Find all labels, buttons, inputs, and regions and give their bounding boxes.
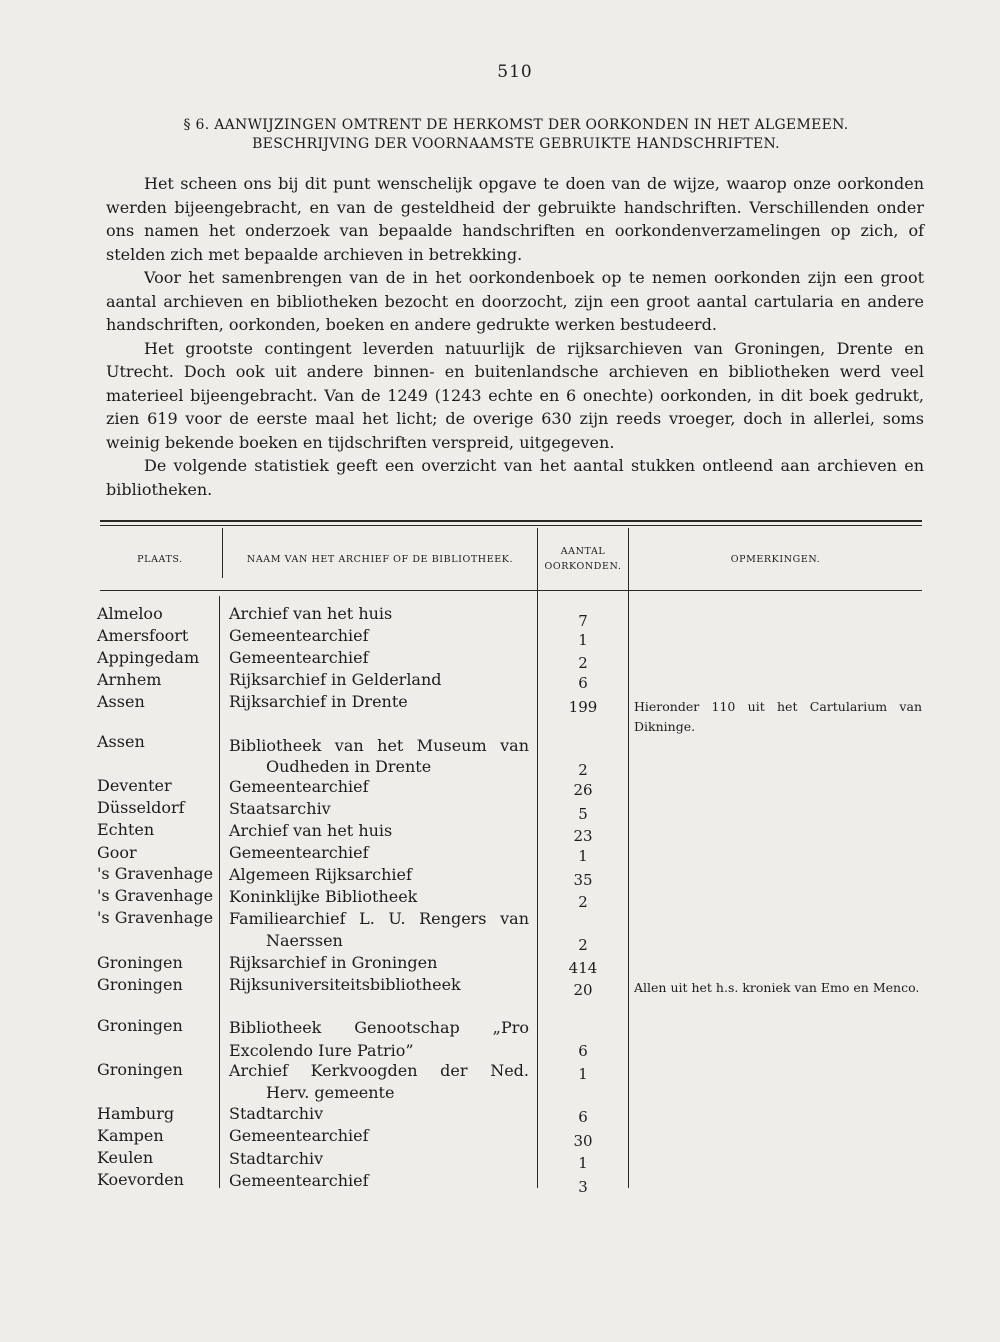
cell-place: Groningen: [97, 953, 183, 972]
column-divider: [219, 596, 220, 1188]
table-top-rule: [100, 520, 922, 522]
cell-name: Rijksarchief in Gelderland: [229, 670, 442, 689]
header-count-line-1: AANTAL: [560, 546, 606, 557]
cell-place: Arnhem: [97, 670, 162, 689]
cell-place: Appingedam: [97, 648, 200, 667]
intro-text: [106, 172, 924, 501]
cell-place: 's Gravenhage: [97, 864, 214, 883]
cell-name-continued: Naerssen: [266, 931, 343, 950]
table-header-rule: [100, 590, 922, 591]
cell-name: Koninklijke Bibliotheek: [229, 887, 418, 906]
table-top-rule-thin: [100, 525, 922, 526]
cell-count: 35: [573, 871, 593, 889]
page-number: 510: [497, 62, 533, 82]
cell-place: Keulen: [97, 1148, 154, 1167]
cell-remark: Hieronder 110 uit het Cartularium van Dikninge.: [634, 699, 922, 734]
cell-name: Gemeentearchief: [229, 843, 369, 862]
cell-place: Goor: [97, 843, 137, 862]
cell-place: Deventer: [97, 776, 172, 795]
cell-name: Gemeentearchief: [229, 1171, 369, 1190]
cell-name: Stadtarchiv: [229, 1104, 324, 1123]
cell-count: 1: [578, 847, 588, 865]
cell-count: 7: [578, 612, 588, 630]
cell-count: 20: [573, 981, 593, 999]
cell-count: 2: [578, 936, 588, 954]
cell-count: 5: [578, 805, 588, 823]
cell-place: Koevorden: [97, 1170, 184, 1189]
cell-name: Gemeentearchief: [229, 626, 369, 645]
cell-name: Gemeentearchief: [229, 648, 369, 667]
paragraph: De volgende statistiek geeft een overzicht van het aantal stukken ontleend aan archieven en bibliotheken.: [106, 456, 924, 499]
cell-name: Bibliotheek van het Museum van: [229, 736, 529, 755]
paragraph: Het scheen ons bij dit punt wenschelijk opgave te doen van de wijze, waarop onze oorkonden werden bijeengebracht, en van de gesteldheid der gebruikte handschriften. Verschillenden onder ons namen het onderzoek van bepaalde handschriften en oorkondenverzamelingen op zich, of stelden zich met bepaalde archieven in betrekking.: [106, 174, 924, 264]
cell-count: 1: [578, 631, 588, 649]
cell-place: Kampen: [97, 1126, 164, 1145]
cell-place: Hamburg: [97, 1104, 175, 1123]
column-divider: [537, 528, 538, 1188]
column-divider: [222, 528, 223, 578]
cell-place: Amersfoort: [97, 626, 189, 645]
cell-place: Groningen: [97, 1060, 183, 1079]
cell-name: Rijksuniversiteitsbibliotheek: [229, 975, 461, 994]
cell-name: Archief van het huis: [229, 604, 393, 623]
cell-count: 26: [573, 781, 593, 799]
cell-name: Staatsarchiv: [229, 799, 331, 818]
cell-count: 1: [578, 1154, 588, 1172]
cell-count: 199: [568, 698, 598, 716]
cell-remark: Allen uit het h.s. kroniek van Emo en Menco.: [634, 980, 920, 995]
cell-place: Echten: [97, 820, 155, 839]
cell-name: Rijksarchief in Drente: [229, 692, 408, 711]
paragraph: Het grootste contingent leverden natuurlijk de rijksarchieven van Groningen, Drente en Utrecht. Doch ook uit andere binnen- en buitenlandsche archieven en bibliotheken werd veel materieel bijeengebracht. Van de 1249 (1243 echte en 6 onechte) oorkonden, in dit boek gedrukt, zien 619 voor de eerste maal het licht; de overige 630 zijn reeds vroeger, doch in allerlei, soms weinig bekende boeken en tijdschriften verspreid, uitgegeven.: [106, 338, 924, 452]
cell-name-continued: Herv. gemeente: [266, 1083, 395, 1102]
cell-count: 2: [578, 761, 588, 779]
cell-name: Archief Kerkvoogden der Ned.: [229, 1061, 529, 1080]
heading-line-2: BESCHRIJVING DER VOORNAAMSTE GEBRUIKTE HANDSCHRIFTEN.: [252, 136, 780, 152]
cell-count: 3: [578, 1178, 588, 1196]
cell-count: 2: [578, 893, 588, 911]
cell-place: Groningen: [97, 975, 183, 994]
cell-place: Groningen: [97, 1016, 183, 1035]
cell-place: Assen: [97, 692, 145, 711]
cell-name-continued: Oudheden in Drente: [266, 757, 432, 776]
cell-name: Gemeentearchief: [229, 777, 369, 796]
header-place: PLAATS.: [137, 553, 183, 565]
cell-count: 6: [578, 1042, 588, 1060]
section-heading: [110, 116, 922, 154]
cell-count: 2: [578, 654, 588, 672]
cell-count: 1: [578, 1065, 588, 1083]
cell-count: 23: [573, 827, 593, 845]
cell-name: Familiearchief L. U. Rengers van: [229, 909, 529, 928]
cell-count: 414: [568, 959, 598, 977]
cell-name: Rijksarchief in Groningen: [229, 953, 438, 972]
cell-place: 's Gravenhage: [97, 908, 214, 927]
cell-place: 's Gravenhage: [97, 886, 214, 905]
cell-name: Gemeentearchief: [229, 1126, 369, 1145]
cell-name: Archief van het huis: [229, 821, 393, 840]
cell-name: Bibliotheek Genootschap „Pro Excolendo Iure Patrio”: [229, 1018, 529, 1060]
cell-place: Almeloo: [97, 604, 163, 623]
heading-line-1: § 6. AANWIJZINGEN OMTRENT DE HERKOMST DER OORKONDEN IN HET ALGEMEEN.: [183, 117, 849, 133]
header-name: NAAM VAN HET ARCHIEF OF DE BIBLIOTHEEK.: [246, 553, 514, 565]
header-count-line-2: OORKONDEN.: [544, 561, 622, 572]
cell-place: Assen: [97, 732, 145, 751]
header-remarks: OPMERKINGEN.: [730, 553, 821, 565]
column-divider: [628, 528, 629, 1188]
cell-count: 30: [573, 1132, 593, 1150]
cell-place: Düsseldorf: [97, 798, 185, 817]
cell-count: 6: [578, 1108, 588, 1126]
cell-name: Stadtarchiv: [229, 1149, 324, 1168]
header-count: [538, 528, 628, 590]
cell-count: 6: [578, 674, 588, 692]
paragraph: Voor het samenbrengen van de in het oorkondenboek op te nemen oorkonden zijn een groot aantal archieven en bibliotheken bezocht en doorzocht, zijn een groot aantal cartularia en andere handschriften, oorkonden, boeken en andere gedrukte werken bestudeerd.: [106, 268, 924, 334]
cell-name: Algemeen Rijksarchief: [229, 865, 412, 884]
